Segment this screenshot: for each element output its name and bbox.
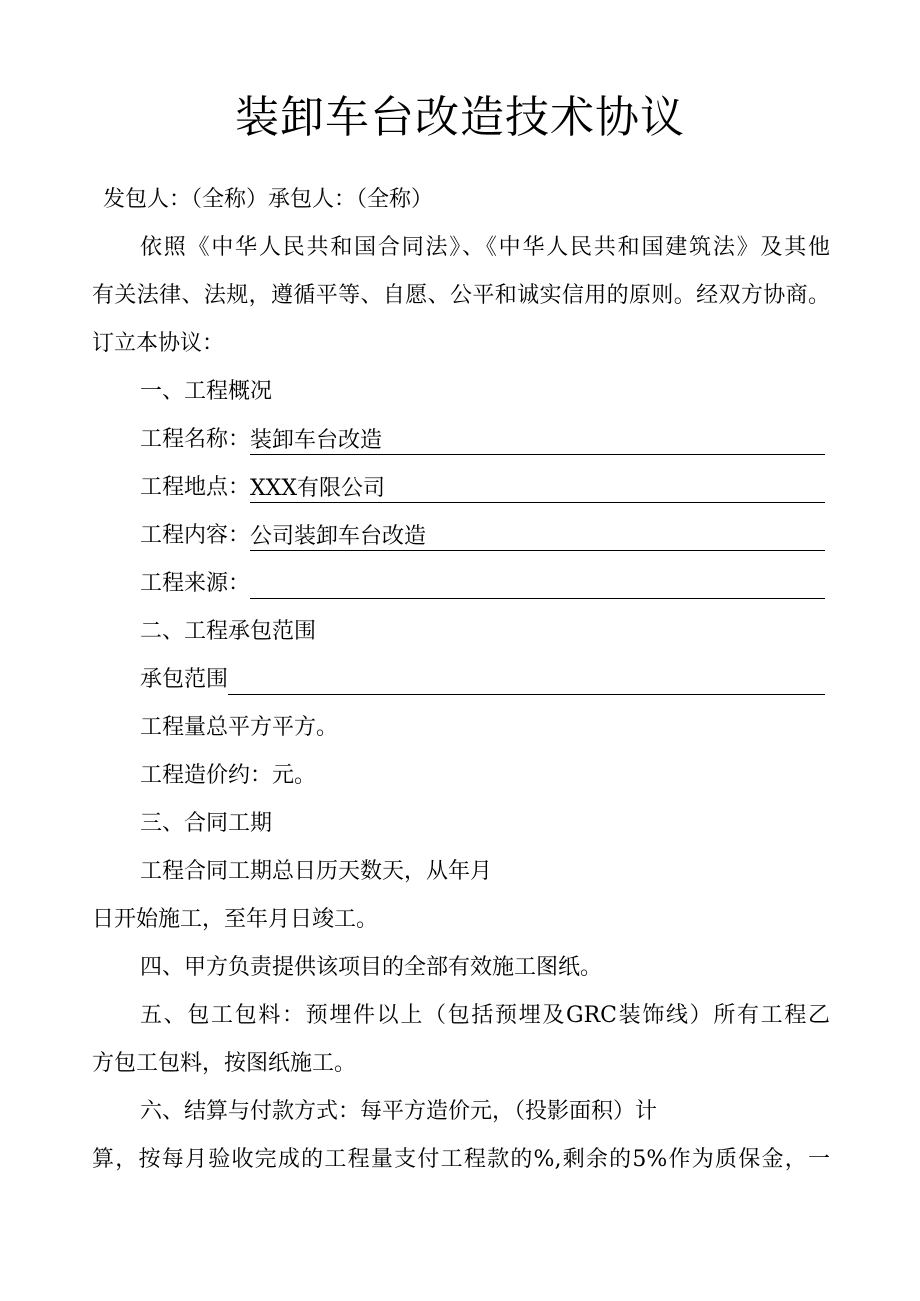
document-title: 装卸车台改造技术协议 bbox=[235, 92, 685, 143]
section-1-heading: 一、工程概况 bbox=[140, 379, 273, 404]
section-4-text: 四、甲方负责提供该项目的全部有效施工图纸。 bbox=[140, 955, 603, 980]
field-label: 工程内容： bbox=[140, 523, 251, 548]
field-project-source bbox=[140, 569, 825, 599]
field-value: 装卸车台改造 bbox=[250, 428, 383, 453]
field-underline bbox=[250, 572, 825, 599]
field-label: 工程来源： bbox=[140, 571, 251, 596]
field-underline bbox=[228, 668, 825, 695]
field-label: 承包范围 bbox=[140, 667, 229, 692]
section-5-line-2: 方包工包料，按图纸施工。 bbox=[92, 1051, 357, 1076]
cost-line: 工程造价约：元。 bbox=[140, 763, 317, 788]
field-project-name bbox=[140, 425, 825, 455]
field-underline bbox=[250, 428, 825, 455]
intro-line-2: 有关法律、法规，遵循平等、自愿、公平和诚实信用的原则。经双方协商。 bbox=[92, 283, 830, 308]
field-underline bbox=[250, 524, 825, 551]
quantity-line: 工程量总平方平方。 bbox=[140, 715, 339, 740]
field-label: 工程名称： bbox=[140, 427, 251, 452]
field-project-location bbox=[140, 473, 825, 503]
field-value: XXX有限公司 bbox=[250, 476, 386, 501]
field-label: 工程地点： bbox=[140, 475, 251, 500]
section-6-line-1: 六、结算与付款方式：每平方造价元，（投影面积）计 bbox=[140, 1099, 658, 1124]
schedule-line-1: 工程合同工期总日历天数天，从年月 bbox=[140, 859, 493, 884]
field-underline bbox=[250, 476, 825, 503]
intro-line-3: 订立本协议： bbox=[92, 331, 225, 356]
schedule-line-2: 日开始施工，至年月日竣工。 bbox=[92, 907, 379, 932]
field-value: 公司装卸车台改造 bbox=[250, 524, 427, 549]
parties-line: 发包人：（全称）承包人：（全称） bbox=[103, 187, 434, 212]
section-3-heading: 三、合同工期 bbox=[140, 811, 273, 836]
field-contract-scope bbox=[140, 665, 825, 695]
section-6-line-2: 算，按每月验收完成的工程量支付工程款的%,剩余的5%作为质保金，一 bbox=[92, 1147, 830, 1172]
field-project-content bbox=[140, 521, 825, 551]
section-5-line-1: 五、包工包料：预埋件以上（包括预埋及GRC装饰线）所有工程乙 bbox=[140, 1003, 830, 1028]
intro-line-1: 依照《中华人民共和国合同法》、《中华人民共和国建筑法》及其他 bbox=[140, 235, 830, 260]
section-2-heading: 二、工程承包范围 bbox=[140, 619, 317, 644]
